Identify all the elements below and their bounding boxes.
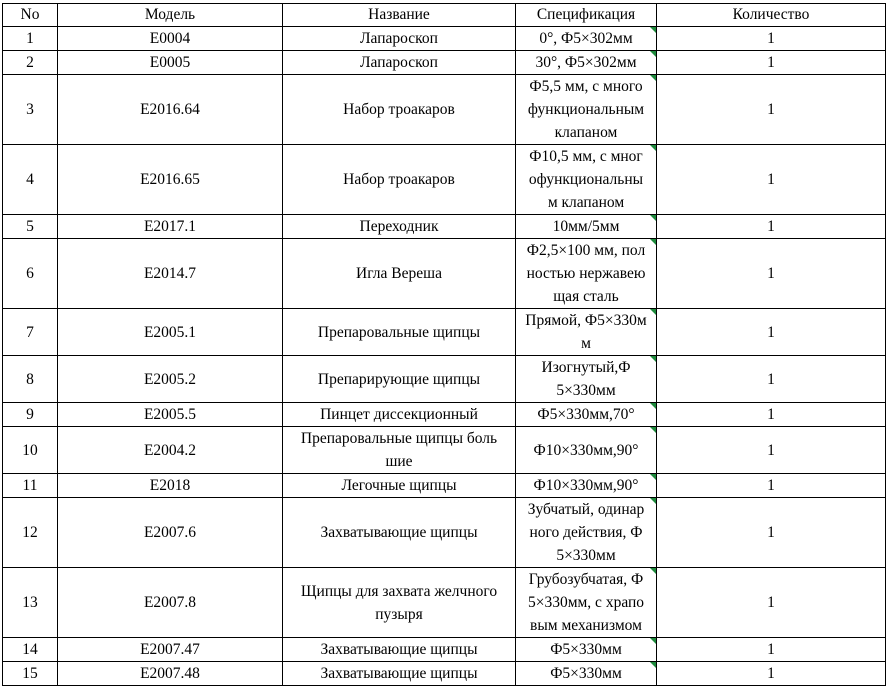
- cell-no: 13: [3, 568, 58, 638]
- cell-name: Препарирующие щипцы: [283, 356, 516, 403]
- cell-no: 5: [3, 215, 58, 239]
- cell-name: Набор троакаров: [283, 75, 516, 145]
- cell-model: E2007.8: [58, 568, 283, 638]
- cell-name: Захватывающие щипцы: [283, 662, 516, 686]
- cell-qty: 1: [657, 145, 886, 215]
- cell-qty: 1: [657, 309, 886, 356]
- cell-no: 1: [3, 27, 58, 51]
- cell-name: Игла Вереша: [283, 239, 516, 309]
- cell-name: Лапароскоп: [283, 51, 516, 75]
- cell-no: 4: [3, 145, 58, 215]
- table-row: [3, 498, 886, 568]
- cell-no: 6: [3, 239, 58, 309]
- cell-name: Захватывающие щипцы: [283, 638, 516, 662]
- header-model: Модель: [58, 4, 283, 27]
- cell-model: E2004.2: [58, 427, 283, 474]
- cell-spec: Ф5×330мм: [516, 638, 657, 662]
- cell-qty: 1: [657, 498, 886, 568]
- cell-name: Захватывающие щипцы: [283, 498, 516, 568]
- cell-name: Препаровальные щипцы боль шие: [283, 427, 516, 474]
- cell-model: E2005.2: [58, 356, 283, 403]
- cell-name: Препаровальные щипцы: [283, 309, 516, 356]
- cell-qty: 1: [657, 662, 886, 686]
- cell-spec: Изогнутый,Ф 5×330мм: [516, 356, 657, 403]
- cell-name: Щипцы для захвата желчного пузыря: [283, 568, 516, 638]
- header-spec: Спецификация: [516, 4, 657, 27]
- cell-no: 15: [3, 662, 58, 686]
- cell-model: E0005: [58, 51, 283, 75]
- cell-model: E0004: [58, 27, 283, 51]
- spec-table: [2, 3, 886, 686]
- cell-name: Легочные щипцы: [283, 474, 516, 498]
- cell-qty: 1: [657, 427, 886, 474]
- cell-model: E2018: [58, 474, 283, 498]
- cell-model: E2017.1: [58, 215, 283, 239]
- cell-qty: 1: [657, 51, 886, 75]
- cell-qty: 1: [657, 239, 886, 309]
- cell-no: 7: [3, 309, 58, 356]
- table-row: [3, 356, 886, 403]
- cell-model: E2005.1: [58, 309, 283, 356]
- header-qty: Количество: [657, 4, 886, 27]
- cell-spec: Ф10×330мм,90°: [516, 474, 657, 498]
- cell-model: E2007.47: [58, 638, 283, 662]
- table-header-row: [3, 4, 886, 27]
- cell-name: Пинцет диссекционный: [283, 403, 516, 427]
- cell-qty: 1: [657, 568, 886, 638]
- cell-no: 3: [3, 75, 58, 145]
- table-row: [3, 638, 886, 662]
- table-row: [3, 75, 886, 145]
- cell-qty: 1: [657, 474, 886, 498]
- header-name: Название: [283, 4, 516, 27]
- cell-qty: 1: [657, 75, 886, 145]
- cell-no: 10: [3, 427, 58, 474]
- cell-spec: Ф10×330мм,90°: [516, 427, 657, 474]
- cell-qty: 1: [657, 215, 886, 239]
- cell-qty: 1: [657, 27, 886, 51]
- cell-spec: Ф5×330мм: [516, 662, 657, 686]
- cell-no: 8: [3, 356, 58, 403]
- table-row: [3, 662, 886, 686]
- cell-model: E2005.5: [58, 403, 283, 427]
- cell-spec: Зубчатый, одинар ного действия, Ф 5×330мм: [516, 498, 657, 568]
- cell-spec: Грубозубчатая, Ф 5×330мм, с храпо вым механизмом: [516, 568, 657, 638]
- cell-no: 2: [3, 51, 58, 75]
- table-row: [3, 403, 886, 427]
- cell-spec: Ф2,5×100 мм, пол ностью нержавею щая сталь: [516, 239, 657, 309]
- cell-spec: 0°, Ф5×302мм: [516, 27, 657, 51]
- table-row: [3, 427, 886, 474]
- cell-qty: 1: [657, 403, 886, 427]
- cell-spec: Ф5×330мм,70°: [516, 403, 657, 427]
- cell-no: 9: [3, 403, 58, 427]
- cell-name: Набор троакаров: [283, 145, 516, 215]
- table-row: [3, 239, 886, 309]
- table-row: [3, 145, 886, 215]
- cell-model: E2007.48: [58, 662, 283, 686]
- cell-qty: 1: [657, 638, 886, 662]
- cell-spec: 10мм/5мм: [516, 215, 657, 239]
- cell-no: 11: [3, 474, 58, 498]
- cell-name: Лапароскоп: [283, 27, 516, 51]
- cell-spec: 30°, Ф5×302мм: [516, 51, 657, 75]
- cell-name: Переходник: [283, 215, 516, 239]
- cell-model: E2016.65: [58, 145, 283, 215]
- cell-spec: Ф5,5 мм, с много функциональным клапаном: [516, 75, 657, 145]
- cell-qty: 1: [657, 356, 886, 403]
- cell-spec: Прямой, Ф5×330м м: [516, 309, 657, 356]
- cell-no: 14: [3, 638, 58, 662]
- table-row: [3, 51, 886, 75]
- header-no: No: [3, 4, 58, 27]
- table-row: [3, 474, 886, 498]
- cell-no: 12: [3, 498, 58, 568]
- table-row: [3, 568, 886, 638]
- cell-spec: Ф10,5 мм, с мног офункциональны м клапаном: [516, 145, 657, 215]
- cell-model: E2014.7: [58, 239, 283, 309]
- table-row: [3, 27, 886, 51]
- table-row: [3, 309, 886, 356]
- cell-model: E2016.64: [58, 75, 283, 145]
- table-row: [3, 215, 886, 239]
- cell-model: E2007.6: [58, 498, 283, 568]
